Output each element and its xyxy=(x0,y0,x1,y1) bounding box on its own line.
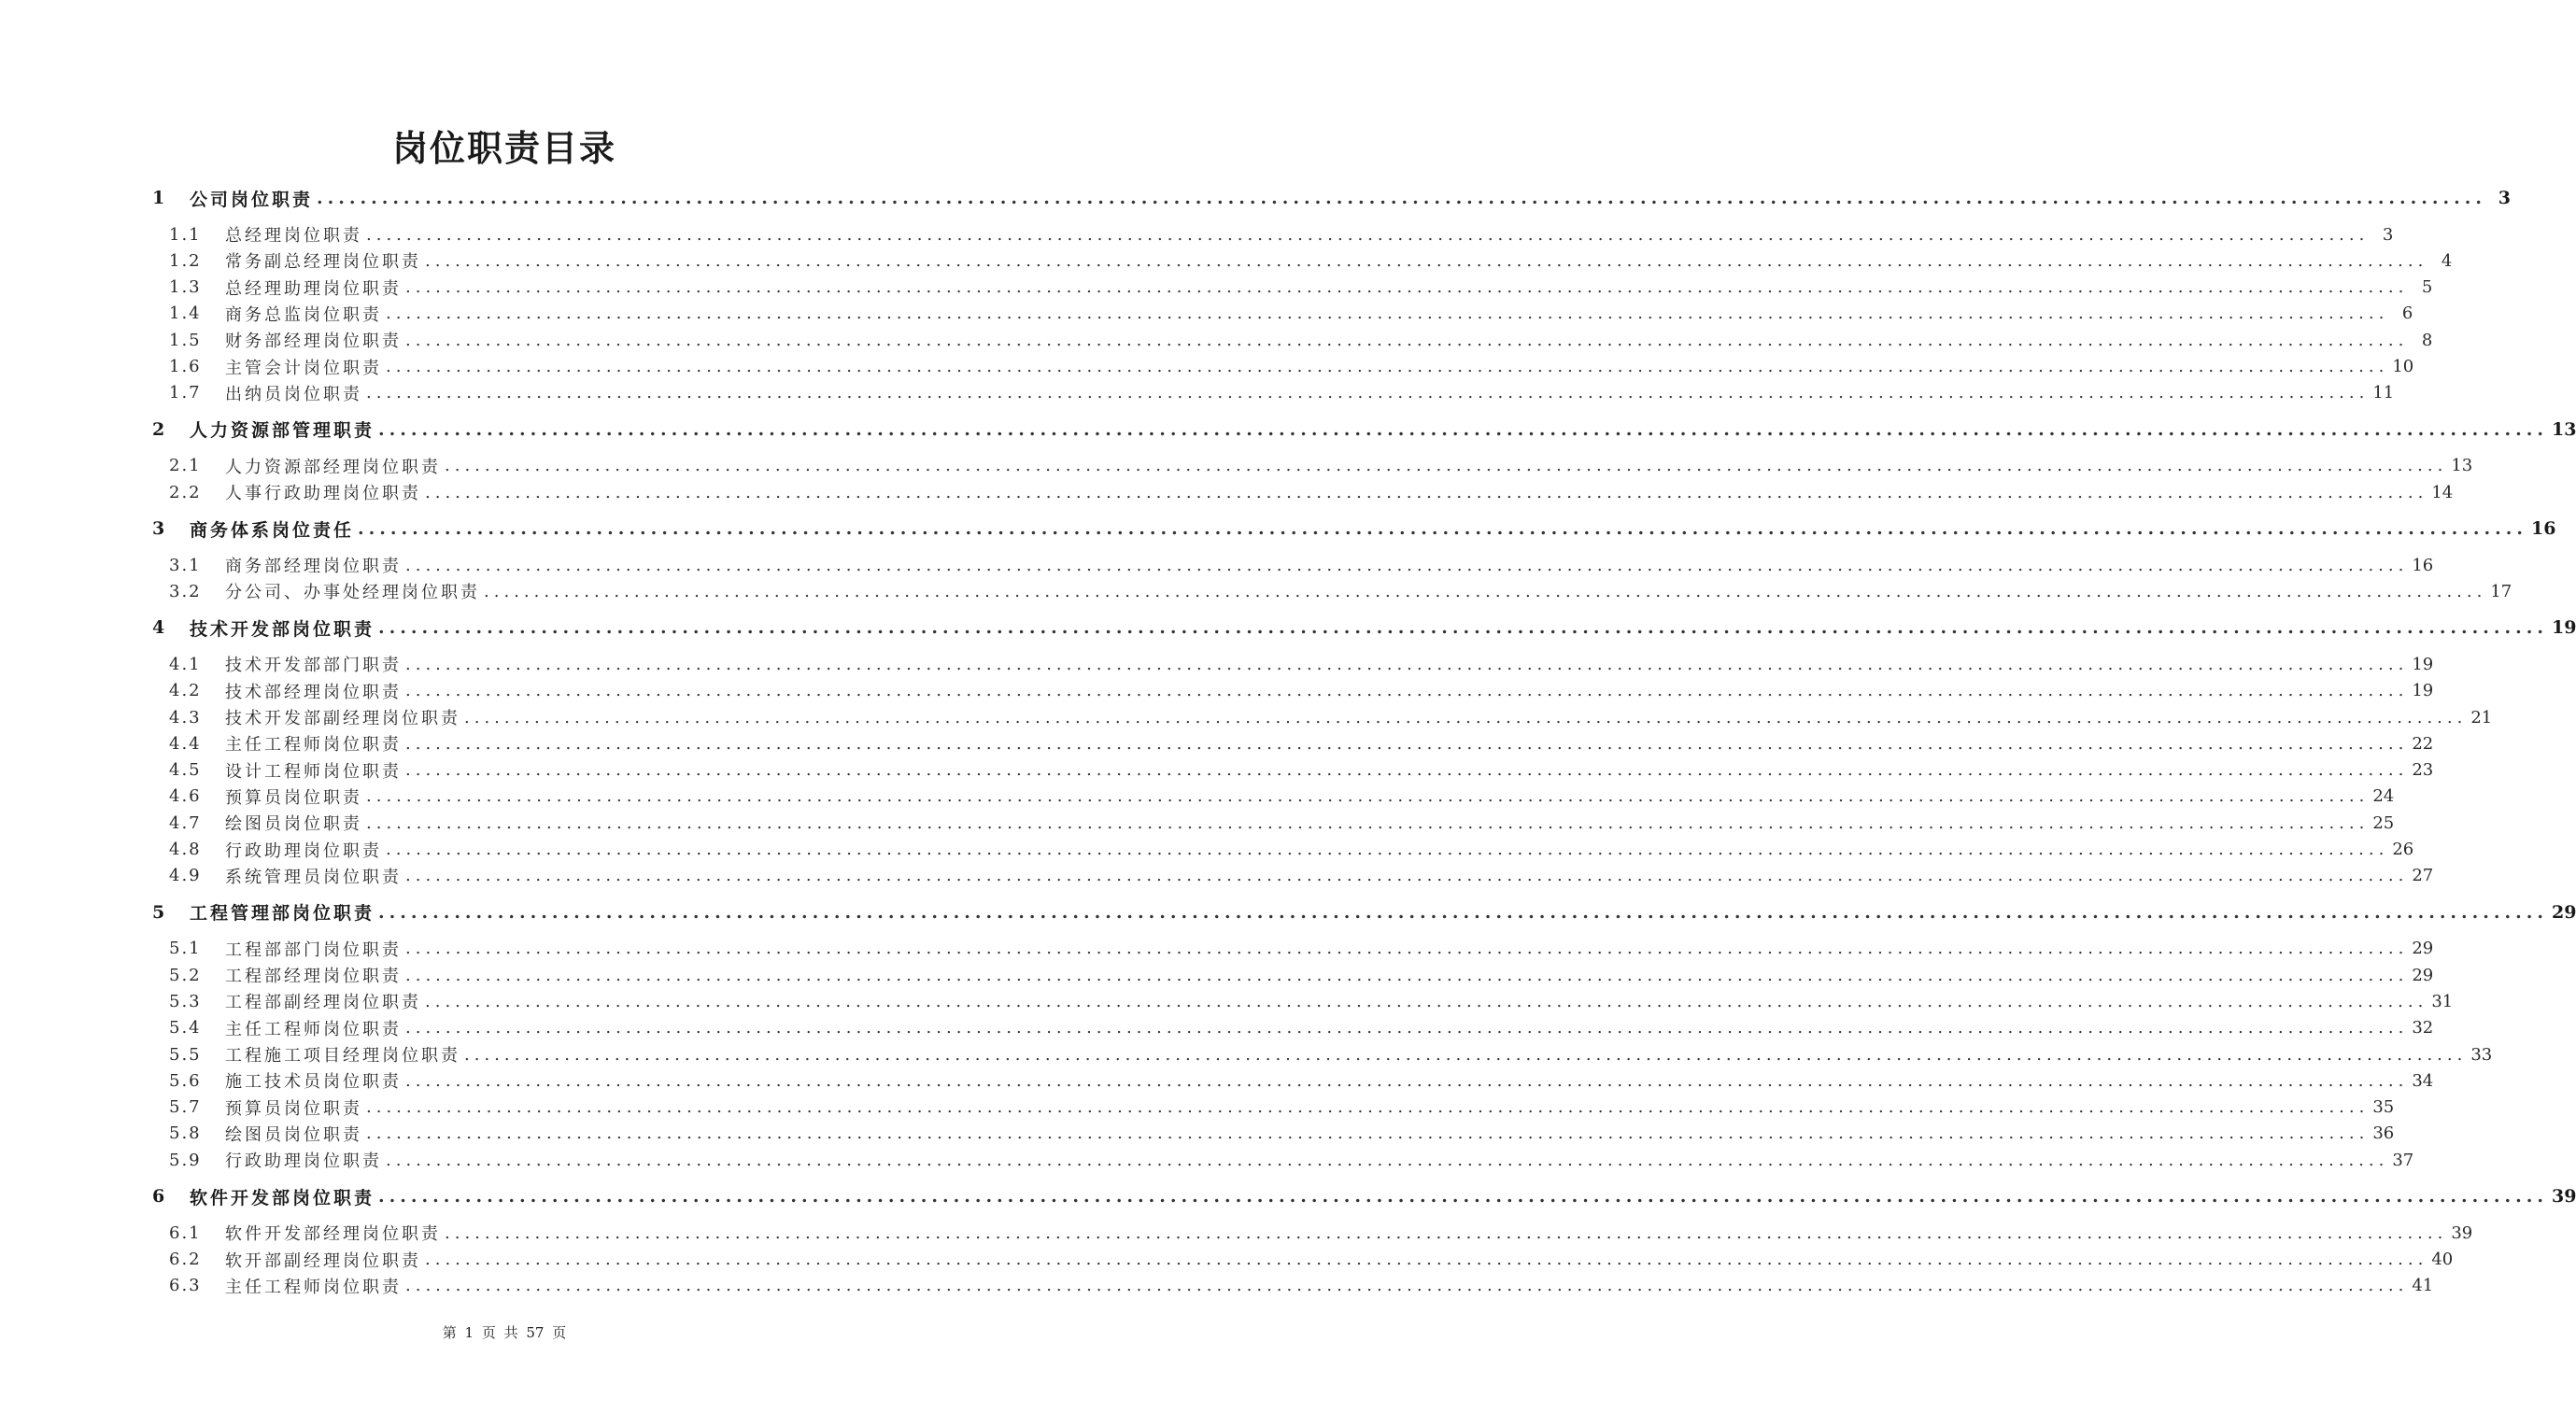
toc-subsection-entry[interactable] xyxy=(169,988,2454,1014)
toc-entry-title: 人力资源部管理职责 xyxy=(190,420,375,442)
toc-subsection-entry[interactable] xyxy=(169,651,2434,677)
toc-dot-leader: ........................................................................................................................................................................................................ xyxy=(386,304,2389,324)
toc-entry-number: 4.6 xyxy=(169,786,202,807)
toc-entry-title: 施工技术员岗位职责 xyxy=(225,1072,402,1093)
toc-entry-number: 5.7 xyxy=(169,1097,202,1118)
toc-entry-number: 4 xyxy=(152,617,167,639)
toc-subsection-entry[interactable] xyxy=(169,1041,2493,1067)
toc-entry-number: 4.4 xyxy=(169,733,202,754)
toc-entry-number: 1.3 xyxy=(169,277,202,298)
toc-entry-page-number: 36 xyxy=(2372,1123,2395,1144)
toc-dot-leader: ........................................................................................................................................................................................................ xyxy=(405,1018,2409,1038)
toc-subsection-entry[interactable] xyxy=(169,1121,2395,1147)
toc-subsection-entry[interactable] xyxy=(169,1095,2395,1121)
toc-entry-page-number: 5 xyxy=(2421,277,2433,298)
toc-subsection-entry[interactable] xyxy=(169,247,2453,274)
toc-entry-title: 分公司、办事处经理岗位职责 xyxy=(225,583,480,603)
toc-entry-number: 4.2 xyxy=(169,681,202,701)
toc-entry-number: 4.9 xyxy=(169,866,202,886)
toc-entry-title: 主任工程师岗位职责 xyxy=(225,1019,402,1039)
toc-entry-number: 4.8 xyxy=(169,840,202,859)
toc-dot-leader: ........................................................................................................................................................................................................ xyxy=(405,965,2409,985)
toc-entry-title: 软件开发部岗位职责 xyxy=(190,1187,375,1208)
toc-entry-page-number: 27 xyxy=(2412,866,2434,886)
toc-entry-title: 财务部经理岗位职责 xyxy=(225,332,402,352)
toc-dot-leader: ........................................................................................................................................................................................................ xyxy=(405,760,2409,781)
toc-subsection-entry[interactable] xyxy=(169,730,2434,756)
toc-entry-page-number: 33 xyxy=(2470,1044,2493,1065)
toc-subsection-entry[interactable] xyxy=(169,552,2434,578)
toc-subsection-entry[interactable] xyxy=(169,275,2433,301)
toc-entry-page-number: 35 xyxy=(2372,1097,2395,1118)
toc-entry-number: 5.9 xyxy=(169,1150,202,1170)
toc-entry-title: 主管会计岗位职责 xyxy=(225,358,382,378)
toc-entry-page-number: 21 xyxy=(2470,707,2493,728)
toc-entry-number: 3.2 xyxy=(169,581,202,601)
toc-entry-page-number: 29 xyxy=(2412,965,2434,985)
toc-dot-leader: ........................................................................................................................................................................................................ xyxy=(405,733,2409,754)
toc-subsection-entry[interactable] xyxy=(169,1147,2414,1173)
toc-dot-leader: ........................................................................................................................................................................................................ xyxy=(405,939,2409,959)
toc-entry-title: 预算员岗位职责 xyxy=(225,787,362,808)
toc-entry-number: 6.2 xyxy=(169,1250,202,1269)
toc-entry-page-number: 24 xyxy=(2372,786,2395,807)
toc-entry-page-number: 19 xyxy=(2412,654,2434,674)
toc-entry-page-number: 16 xyxy=(2530,518,2556,540)
toc-dot-leader: ........................................................................................................................................................................................................ xyxy=(405,1276,2409,1296)
toc-entry-title: 人力资源部经理岗位职责 xyxy=(225,457,441,477)
toc-entry-number: 3 xyxy=(152,518,167,540)
toc-entry-page-number: 19 xyxy=(2412,681,2434,701)
toc-entry-title: 工程施工项目经理岗位职责 xyxy=(225,1046,460,1066)
toc-dot-leader: ........................................................................................................................................................................................................ xyxy=(366,812,2370,833)
toc-dot-leader: ........................................................................................................................................................................................................ xyxy=(358,518,2527,540)
toc-entry-page-number: 39 xyxy=(2551,1186,2576,1208)
toc-entry-title: 技术开发部岗位职责 xyxy=(190,618,375,640)
toc-entry-title: 公司岗位职责 xyxy=(190,189,314,210)
toc-entry-number: 6.3 xyxy=(169,1276,202,1296)
toc-entry-page-number: 39 xyxy=(2451,1222,2473,1243)
page-footer: 第 1 页 共 57 页 xyxy=(442,1324,567,1341)
toc-dot-leader: ........................................................................................................................................................................................................ xyxy=(464,707,2468,728)
toc-subsection-entry[interactable] xyxy=(169,810,2395,836)
toc-subsection-entry[interactable] xyxy=(169,1273,2434,1299)
toc-entry-page-number: 17 xyxy=(2490,581,2512,601)
toc-entry-number: 6.1 xyxy=(169,1222,202,1243)
toc-dot-leader: ........................................................................................................................................................................................................ xyxy=(425,250,2428,271)
toc-dot-leader: ........................................................................................................................................................................................................ xyxy=(366,224,2370,245)
toc-subsection-entry[interactable] xyxy=(169,380,2395,406)
toc-subsection-entry[interactable] xyxy=(169,453,2473,479)
toc-subsection-entry[interactable] xyxy=(169,837,2414,863)
toc-dot-leader: ........................................................................................................................................................................................................ xyxy=(405,555,2409,575)
toc-entry-page-number: 29 xyxy=(2551,901,2576,923)
toc-dot-leader: ........................................................................................................................................................................................................ xyxy=(386,840,2389,859)
toc-entry-page-number: 23 xyxy=(2412,760,2434,781)
toc-entry-title: 商务总监岗位职责 xyxy=(225,304,382,325)
toc-dot-leader: ........................................................................................................................................................................................................ xyxy=(386,1150,2389,1170)
page-title: 岗位职责目录 xyxy=(391,127,616,169)
toc-entry-number: 5.2 xyxy=(169,965,202,985)
toc-entry-title: 常务副总经理岗位职责 xyxy=(225,252,421,273)
toc-dot-leader: ........................................................................................................................................................................................................ xyxy=(405,1070,2409,1091)
toc-entry-title: 软开部副经理岗位职责 xyxy=(225,1250,421,1271)
toc-entry-page-number: 41 xyxy=(2412,1276,2434,1296)
toc-entry-page-number: 26 xyxy=(2392,840,2414,859)
toc-entry-page-number: 13 xyxy=(2451,456,2473,476)
toc-dot-leader: ........................................................................................................................................................................................................ xyxy=(405,681,2409,701)
toc-entry-number: 5.5 xyxy=(169,1044,202,1065)
toc-entry-title: 系统管理员岗位职责 xyxy=(225,867,402,887)
toc-entry-number: 5.4 xyxy=(169,1018,202,1038)
toc-dot-leader: ........................................................................................................................................................................................................ xyxy=(445,456,2448,476)
toc-entry-title: 工程部副经理岗位职责 xyxy=(225,993,421,1013)
toc-entry-page-number: 40 xyxy=(2431,1250,2454,1269)
toc-entry-title: 出纳员岗位职责 xyxy=(225,384,362,404)
toc-entry-page-number: 10 xyxy=(2392,357,2414,376)
toc-entry-number: 2.1 xyxy=(169,456,202,476)
toc-subsection-entry[interactable] xyxy=(169,1247,2454,1273)
toc-dot-leader: ........................................................................................................................................................................................................ xyxy=(378,1186,2548,1208)
toc-subsection-entry[interactable] xyxy=(169,578,2512,604)
toc-entry-number: 4.3 xyxy=(169,707,202,728)
toc-dot-leader: ........................................................................................................................................................................................................ xyxy=(366,1123,2370,1144)
toc-entry-number: 1.5 xyxy=(169,330,202,350)
toc-entry-title: 行政助理岗位职责 xyxy=(225,1151,382,1172)
toc-subsection-entry[interactable] xyxy=(169,784,2395,810)
toc-entry-page-number: 25 xyxy=(2372,812,2395,833)
toc-entry-number: 4.7 xyxy=(169,812,202,833)
toc-entry-title: 主任工程师岗位职责 xyxy=(225,1277,402,1297)
toc-entry-title: 工程部经理岗位职责 xyxy=(225,967,402,987)
toc-dot-leader: ........................................................................................................................................................................................................ xyxy=(425,482,2428,502)
toc-dot-leader: ........................................................................................................................................................................................................ xyxy=(405,330,2409,350)
toc-subsection-entry[interactable] xyxy=(169,936,2434,962)
toc-entry-number: 5.8 xyxy=(169,1123,202,1144)
toc-dot-leader: ........................................................................................................................................................................................................ xyxy=(378,418,2548,440)
toc-dot-leader: ........................................................................................................................................................................................................ xyxy=(425,991,2428,1011)
toc-entry-page-number: 16 xyxy=(2412,555,2434,575)
toc-entry-number: 5.6 xyxy=(169,1070,202,1091)
toc-dot-leader: ........................................................................................................................................................................................................ xyxy=(317,188,2486,208)
toc-entry-title: 技术开发部部门职责 xyxy=(225,656,402,676)
toc-entry-page-number: 11 xyxy=(2372,383,2395,403)
toc-subsection-entry[interactable] xyxy=(169,221,2394,247)
toc-entry-title: 总经理岗位职责 xyxy=(225,226,362,246)
toc-section-entry[interactable] xyxy=(152,417,2576,443)
toc-entry-title: 商务部经理岗位职责 xyxy=(225,557,402,577)
toc-entry-page-number: 3 xyxy=(2382,224,2394,245)
toc-entry-number: 5.3 xyxy=(169,991,202,1011)
toc-entry-title: 技术开发部副经理岗位职责 xyxy=(225,709,460,728)
toc-entry-number: 1 xyxy=(152,188,167,208)
toc-dot-leader: ........................................................................................................................................................................................................ xyxy=(378,901,2548,923)
toc-dot-leader: ........................................................................................................................................................................................................ xyxy=(366,1097,2370,1118)
toc-entry-page-number: 34 xyxy=(2412,1070,2434,1091)
toc-dot-leader: ........................................................................................................................................................................................................ xyxy=(366,786,2370,807)
toc-entry-page-number: 37 xyxy=(2392,1150,2414,1170)
toc-entry-number: 1.4 xyxy=(169,304,202,324)
toc-dot-leader: ........................................................................................................................................................................................................ xyxy=(445,1222,2448,1243)
toc-entry-page-number: 31 xyxy=(2431,991,2454,1011)
toc-subsection-entry[interactable] xyxy=(169,757,2434,784)
toc-section-entry[interactable] xyxy=(152,516,2556,542)
toc-dot-leader: ........................................................................................................................................................................................................ xyxy=(405,277,2409,298)
toc-entry-page-number: 32 xyxy=(2412,1018,2434,1038)
toc-entry-title: 软件开发部经理岗位职责 xyxy=(225,1224,441,1245)
toc-entry-title: 工程部部门岗位职责 xyxy=(225,940,402,960)
toc-dot-leader: ........................................................................................................................................................................................................ xyxy=(386,357,2389,376)
toc-subsection-entry[interactable] xyxy=(169,301,2413,327)
toc-subsection-entry[interactable] xyxy=(169,678,2434,704)
toc-subsection-entry[interactable] xyxy=(169,327,2433,353)
toc-entry-title: 总经理助理岗位职责 xyxy=(225,278,402,299)
toc-entry-page-number: 13 xyxy=(2551,418,2576,440)
toc-dot-leader: ........................................................................................................................................................................................................ xyxy=(405,654,2409,674)
toc-subsection-entry[interactable] xyxy=(169,354,2414,380)
toc-entry-page-number: 8 xyxy=(2421,330,2433,350)
toc-entry-page-number: 19 xyxy=(2551,617,2576,639)
toc-entry-number: 3.1 xyxy=(169,555,202,575)
toc-subsection-entry[interactable] xyxy=(169,1015,2434,1041)
toc-entry-number: 6 xyxy=(152,1186,167,1208)
toc-entry-title: 工程管理部岗位职责 xyxy=(190,903,375,925)
toc-dot-leader: ........................................................................................................................................................................................................ xyxy=(484,581,2487,601)
toc-section-entry[interactable] xyxy=(152,615,2576,641)
toc-entry-number: 5.1 xyxy=(169,939,202,959)
toc-entry-page-number: 4 xyxy=(2441,250,2453,271)
toc-subsection-entry[interactable] xyxy=(169,704,2493,730)
toc-entry-title: 技术部经理岗位职责 xyxy=(225,682,402,702)
toc-entry-page-number: 29 xyxy=(2412,939,2434,959)
toc-entry-page-number: 3 xyxy=(2498,188,2511,208)
toc-entry-number: 1.1 xyxy=(169,224,202,245)
toc-entry-number: 2.2 xyxy=(169,482,202,502)
toc-entry-number: 4.1 xyxy=(169,654,202,674)
toc-dot-leader: ........................................................................................................................................................................................................ xyxy=(405,866,2409,886)
toc-dot-leader: ........................................................................................................................................................................................................ xyxy=(464,1044,2468,1065)
toc-entry-title: 绘图员岗位职责 xyxy=(225,814,362,835)
toc-subsection-entry[interactable] xyxy=(169,479,2454,505)
toc-entry-title: 主任工程师岗位职责 xyxy=(225,735,402,756)
toc-entry-number: 1.2 xyxy=(169,250,202,271)
toc-entry-title: 绘图员岗位职责 xyxy=(225,1124,362,1145)
toc-dot-leader: ........................................................................................................................................................................................................ xyxy=(425,1250,2428,1269)
toc-entry-title: 行政助理岗位职责 xyxy=(225,841,382,861)
toc-subsection-entry[interactable] xyxy=(169,1067,2434,1094)
toc-entry-number: 2 xyxy=(152,418,167,440)
toc-entry-title: 商务体系岗位责任 xyxy=(190,519,355,541)
toc-subsection-entry[interactable] xyxy=(169,962,2434,988)
toc-entry-page-number: 22 xyxy=(2412,733,2434,754)
toc-dot-leader: ........................................................................................................................................................................................................ xyxy=(366,383,2370,403)
toc-section-entry[interactable] xyxy=(152,1183,2576,1209)
toc-entry-page-number: 6 xyxy=(2401,304,2413,324)
toc-section-entry[interactable] xyxy=(152,899,2576,925)
toc-entry-number: 1.6 xyxy=(169,357,202,376)
toc-subsection-entry[interactable] xyxy=(169,863,2434,889)
toc-entry-number: 4.5 xyxy=(169,760,202,781)
toc-entry-number: 5 xyxy=(152,901,167,923)
toc-dot-leader: ........................................................................................................................................................................................................ xyxy=(378,617,2548,639)
toc-entry-title: 设计工程师岗位职责 xyxy=(225,761,402,782)
toc-entry-title: 预算员岗位职责 xyxy=(225,1098,362,1119)
toc-entry-title: 人事行政助理岗位职责 xyxy=(225,484,421,504)
toc-subsection-entry[interactable] xyxy=(169,1220,2473,1246)
toc-section-entry[interactable] xyxy=(152,185,2511,211)
toc-entry-page-number: 14 xyxy=(2431,482,2454,502)
toc-entry-number: 1.7 xyxy=(169,383,202,403)
